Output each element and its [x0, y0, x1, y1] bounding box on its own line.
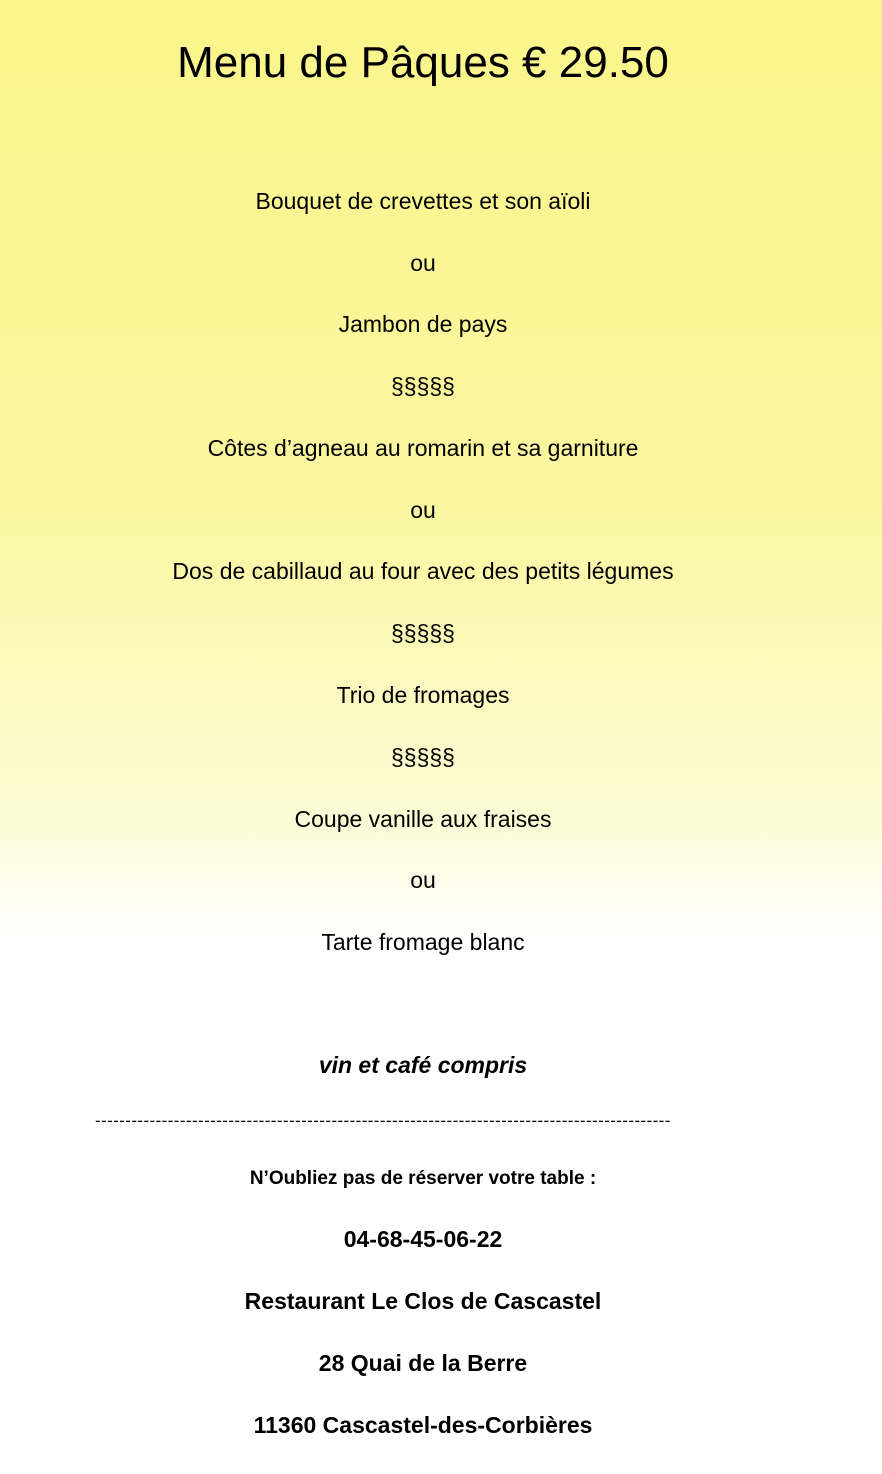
- street-address: 28 Quai de la Berre: [318, 1350, 528, 1376]
- course-main-1: Côtes d’agneau au romarin et sa garniture: [207, 435, 639, 461]
- course-separator-1: §§§§§: [391, 373, 455, 399]
- course-or-1: ou: [410, 250, 436, 276]
- course-main-2: Dos de cabillaud au four avec des petits légumes: [172, 558, 674, 584]
- restaurant-name: Restaurant Le Clos de Cascastel: [244, 1288, 602, 1314]
- course-or-3: ou: [410, 867, 436, 893]
- course-dessert-2: Tarte fromage blanc: [321, 929, 525, 955]
- reservation-reminder: N’Oubliez pas de réserver votre table :: [249, 1168, 597, 1189]
- course-dessert-1: Coupe vanille aux fraises: [294, 806, 552, 832]
- course-or-2: ou: [410, 497, 436, 523]
- city-address: 11360 Cascastel-des-Corbières: [253, 1412, 593, 1438]
- phone-number: 04-68-45-06-22: [343, 1226, 503, 1252]
- dashed-divider: -----------------------------------------------------------------------------------------------: [95, 1111, 671, 1130]
- menu-title: Menu de Pâques € 29.50: [177, 38, 669, 87]
- course-separator-2: §§§§§: [391, 620, 455, 646]
- course-cheese: Trio de fromages: [336, 682, 510, 708]
- included-note: vin et café compris: [318, 1052, 528, 1078]
- course-starter-1: Bouquet de crevettes et son aïoli: [255, 188, 591, 214]
- course-starter-2: Jambon de pays: [338, 311, 508, 337]
- course-separator-3: §§§§§: [391, 744, 455, 770]
